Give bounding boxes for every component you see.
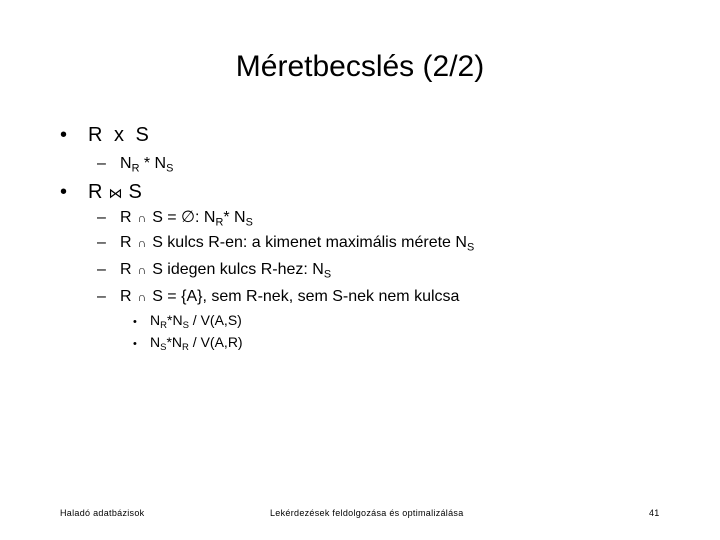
footer-course: Haladó adatbázisok <box>60 508 145 518</box>
subscript: R <box>160 319 167 331</box>
subscript: S <box>182 319 189 331</box>
bullet-natural-join <box>60 181 142 204</box>
text-part: R <box>120 209 132 226</box>
text-part: R <box>120 288 132 305</box>
sub-item-common-attribute <box>97 288 459 306</box>
dash-marker: – <box>97 288 106 305</box>
text-part: R <box>120 234 132 251</box>
subscript: S <box>245 216 253 229</box>
intersection-symbol: ∩ <box>137 290 147 304</box>
slide-title: Méretbecslés (2/2) <box>235 50 485 83</box>
subscript: R <box>215 216 224 229</box>
text-part: * N <box>223 209 246 226</box>
sub-item-empty-intersection <box>97 207 253 228</box>
intersection-symbol: ∩ <box>137 211 147 225</box>
subscript: S <box>466 241 475 254</box>
sub-item-key-on-r <box>97 234 474 253</box>
dash-marker: – <box>97 209 106 226</box>
bullet-marker: • <box>60 181 68 203</box>
text-part: N <box>120 155 132 172</box>
subscript: R <box>131 162 140 175</box>
text-part: S <box>128 181 142 203</box>
intersection-symbol: ∩ <box>137 236 147 250</box>
text-part: / V(A,S) <box>188 312 242 328</box>
footer-topic: Lekérdezések feldolgozása és optimalizálása <box>270 508 464 518</box>
text-part: * N <box>139 155 167 172</box>
text-part: S = ∅: N <box>152 209 216 226</box>
intersection-symbol: ∩ <box>137 263 147 277</box>
bullet-marker: • <box>133 316 137 328</box>
dash-marker: – <box>97 234 106 251</box>
sub-item-foreign-key <box>97 261 331 280</box>
formula-item-var <box>133 334 243 353</box>
formula-item-vas <box>133 312 242 331</box>
text-part: S = {A}, sem R-nek, sem S-nek nem kulcsa <box>152 288 460 305</box>
text-part: R <box>120 261 132 278</box>
subscript: R <box>182 341 189 353</box>
subscript: S <box>160 341 167 353</box>
join-symbol: ⋈ <box>108 185 123 201</box>
text-part: S kulcs R-en: a kimenet maximális mérete N <box>152 234 467 251</box>
bullet-marker: • <box>133 338 137 350</box>
bullet-marker: • <box>60 124 68 146</box>
dash-marker: – <box>97 155 106 172</box>
subscript: S <box>166 162 174 175</box>
footer-page-number: 41 <box>649 508 660 518</box>
text-part: *N <box>167 312 183 328</box>
text-part: S idegen kulcs R-hez: N <box>152 261 324 278</box>
text-part: N <box>150 312 161 328</box>
text-part: N <box>150 334 161 350</box>
dash-marker: – <box>97 261 106 278</box>
text-part: / V(A,R) <box>188 334 243 350</box>
subscript: S <box>323 268 332 281</box>
bullet-cartesian-product <box>60 124 152 147</box>
text-part: R <box>88 181 103 203</box>
sub-item-product-size <box>97 155 173 174</box>
text-part: *N <box>166 334 183 350</box>
bullet-text: R x S <box>88 124 152 146</box>
